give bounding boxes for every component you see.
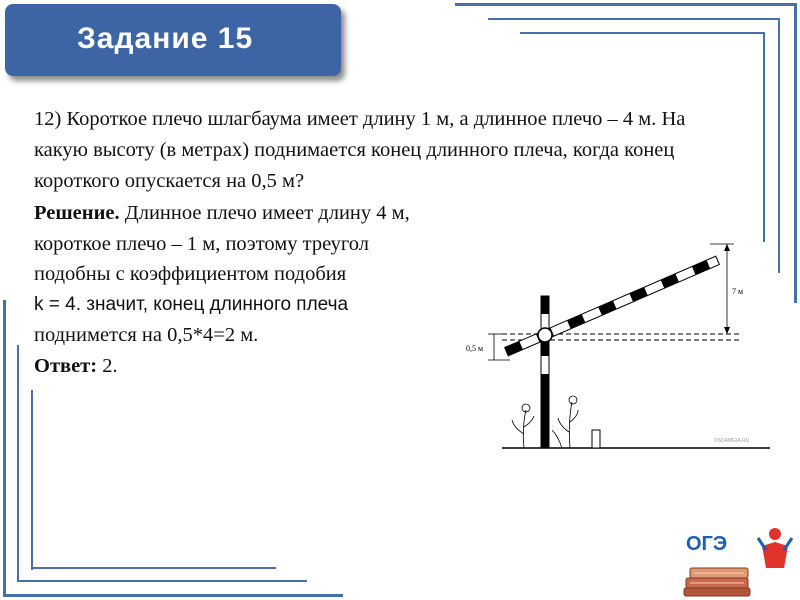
barrier-diagram <box>452 222 772 454</box>
books-icon <box>684 568 750 596</box>
slide-title-badge <box>5 4 341 76</box>
ground-stake <box>592 430 600 448</box>
diagram-watermark: ©SDAMGIA.RU <box>714 438 750 444</box>
slide-title: Задание 15 <box>77 22 254 55</box>
logo-text: ОГЭ <box>686 533 728 555</box>
solution-line-5: поднимется на 0,5*4=2 м. <box>34 324 259 346</box>
solution-block <box>34 198 474 381</box>
frame-line-right-1 <box>794 3 797 303</box>
answer-value: 2. <box>97 354 118 377</box>
answer-label: Ответ: <box>34 354 98 377</box>
frame-line-top-2 <box>488 18 780 20</box>
frame-line-bottom-1 <box>3 594 343 597</box>
solution-line-1-text: Длинное плечо имеет длину 4 м, <box>119 202 410 224</box>
barrier-boom <box>505 256 720 356</box>
solution-line-1 <box>34 198 474 229</box>
frame-line-right-3 <box>763 32 765 242</box>
answer-line <box>34 351 474 382</box>
pivot <box>538 328 552 342</box>
dimension-label-drop: 0,5 м <box>466 344 484 353</box>
frame-line-top-1 <box>455 3 795 6</box>
solution-label: Решение. <box>34 202 120 224</box>
frame-line-bottom-2 <box>17 580 307 582</box>
problem-text: 12) Короткое плечо шлагбаума имеет длину 1 м, а длинное плечо – 4 м. На какую высоту (в метрах) поднимается конец длинного плеча, когда конец короткого опускается на 0,5 м? <box>34 108 686 192</box>
solution-line-4: k = 4. значит, конец длинного плеча <box>34 293 349 315</box>
frame-line-top-3 <box>520 32 765 34</box>
dimension-label-height: 7 м <box>732 287 744 296</box>
frame-line-bottom-3 <box>31 567 276 569</box>
oge-logo <box>680 520 798 598</box>
solution-line-3: подобны с коэффициентом подобия <box>34 263 347 285</box>
frame-line-left-1 <box>3 300 6 597</box>
solution-line-2: короткое плечо – 1 м, поэтому треугол <box>34 232 370 255</box>
student-figure-icon <box>758 528 792 568</box>
frame-line-right-2 <box>778 18 780 273</box>
frame-line-left-2 <box>17 345 19 582</box>
frame-line-left-3 <box>31 390 33 570</box>
